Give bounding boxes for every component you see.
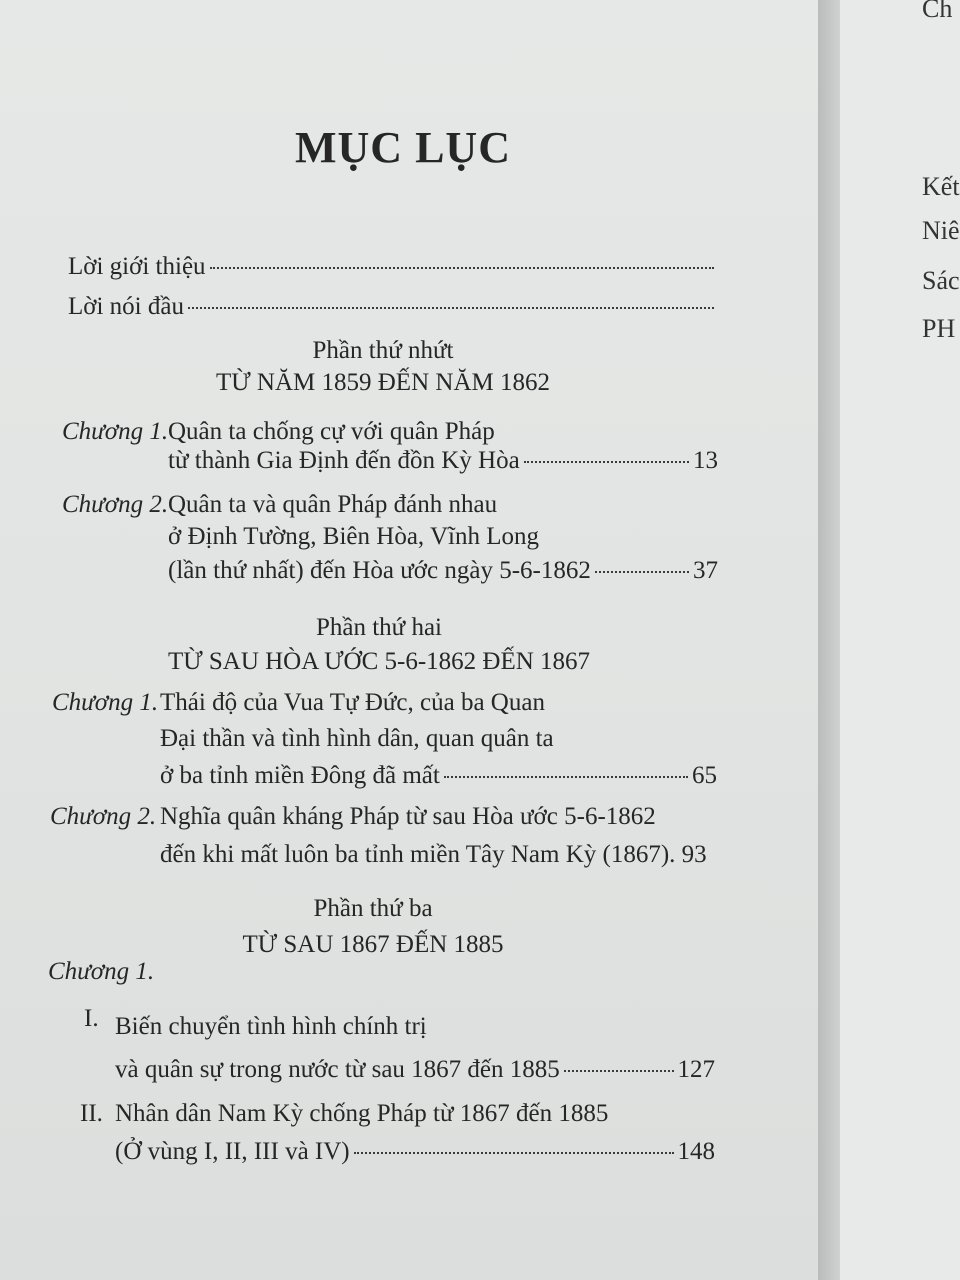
chapter-title-line: ở Định Tường, Biên Hòa, Vĩnh Long [168, 523, 539, 550]
toc-entry-p2c1 [160, 762, 717, 790]
section-title-line: (Ở vùng I, II, III và IV) [115, 1138, 350, 1165]
leader-dots [210, 267, 714, 269]
chapter-title-line: từ thành Gia Định đến đồn Kỳ Hòa [168, 447, 520, 474]
adjacent-page-fragment: Kết [922, 172, 960, 201]
adjacent-page-fragment: Niê [922, 216, 960, 245]
leader-dots [524, 461, 689, 463]
chapter-title-line: Thái độ của Vua Tự Đức, của ba Quan [160, 689, 545, 716]
part-heading: TỪ SAU HÒA ƯỚC 5-6-1862 ĐẾN 1867 [167, 648, 591, 675]
toc-entry-p3s1 [115, 1056, 715, 1084]
part-heading: TỪ NĂM 1859 ĐẾN NĂM 1862 [216, 369, 550, 396]
page-number: 148 [677, 1138, 715, 1165]
chapter-number: Chương 2. [62, 491, 169, 518]
toc-entry-p1c1 [168, 447, 718, 475]
page-title: MỤC LỤC [295, 123, 511, 172]
toc-entry-p3s2 [115, 1138, 715, 1166]
book-gutter [818, 0, 840, 1280]
leader-dots [564, 1070, 674, 1072]
part-label: Phần thứ ba [313, 895, 433, 922]
page-number: 65 [692, 762, 717, 789]
section-title-line: và quân sự trong nước từ sau 1867 đến 1885 [115, 1056, 560, 1083]
toc-entry-preface [68, 293, 718, 321]
chapter-title-line: Đại thần và tình hình dân, quan quân ta [160, 725, 554, 752]
part-label: Phần thứ hai [315, 614, 443, 641]
chapter-title-line: Quân ta chống cự với quân Pháp [168, 418, 495, 445]
chapter-title-line: đến khi mất luôn ba tỉnh miền Tây Nam Kỳ (1867). 93 [160, 841, 707, 868]
adjacent-page-fragment: PH [922, 314, 956, 343]
adjacent-page [840, 0, 960, 1280]
leader-dots [595, 571, 689, 573]
leader-dots [354, 1152, 674, 1154]
toc-entry-label: Lời giới thiệu [68, 253, 206, 280]
section-title-line: Nhân dân Nam Kỳ chống Pháp từ 1867 đến 1885 [115, 1100, 609, 1127]
section-number: I. [84, 1005, 99, 1032]
chapter-number: Chương 2. [50, 803, 157, 830]
chapter-title-line: ở ba tỉnh miền Đông đã mất [160, 762, 440, 789]
toc-entry-label: Lời nói đầu [68, 293, 184, 320]
part-heading: TỪ SAU 1867 ĐẾN 1885 [242, 931, 504, 958]
leader-dots [188, 307, 714, 309]
adjacent-page-fragment: Sác [922, 266, 960, 295]
leader-dots [444, 776, 688, 778]
toc-entry-p1c2 [168, 557, 718, 585]
chapter-number: Chương 1. [52, 689, 159, 716]
section-title-line: Biến chuyển tình hình chính trị [115, 1013, 427, 1040]
toc-entry-intro [68, 253, 718, 281]
chapter-title-line: Nghĩa quân kháng Pháp từ sau Hòa ước 5-6-1862 [160, 803, 656, 830]
page-number: 13 [693, 447, 718, 474]
section-number: II. [80, 1100, 103, 1127]
chapter-title-line: Quân ta và quân Pháp đánh nhau [168, 491, 498, 518]
page-number: 127 [677, 1056, 715, 1083]
part-label: Phần thứ nhứt [312, 337, 454, 364]
chapter-number: Chương 1. [62, 418, 169, 445]
chapter-title-line: (lần thứ nhất) đến Hòa ước ngày 5-6-1862 [168, 557, 591, 584]
chapter-number: Chương 1. [48, 958, 155, 985]
page-number: 37 [693, 557, 718, 584]
adjacent-page-fragment: Ch [922, 0, 953, 23]
